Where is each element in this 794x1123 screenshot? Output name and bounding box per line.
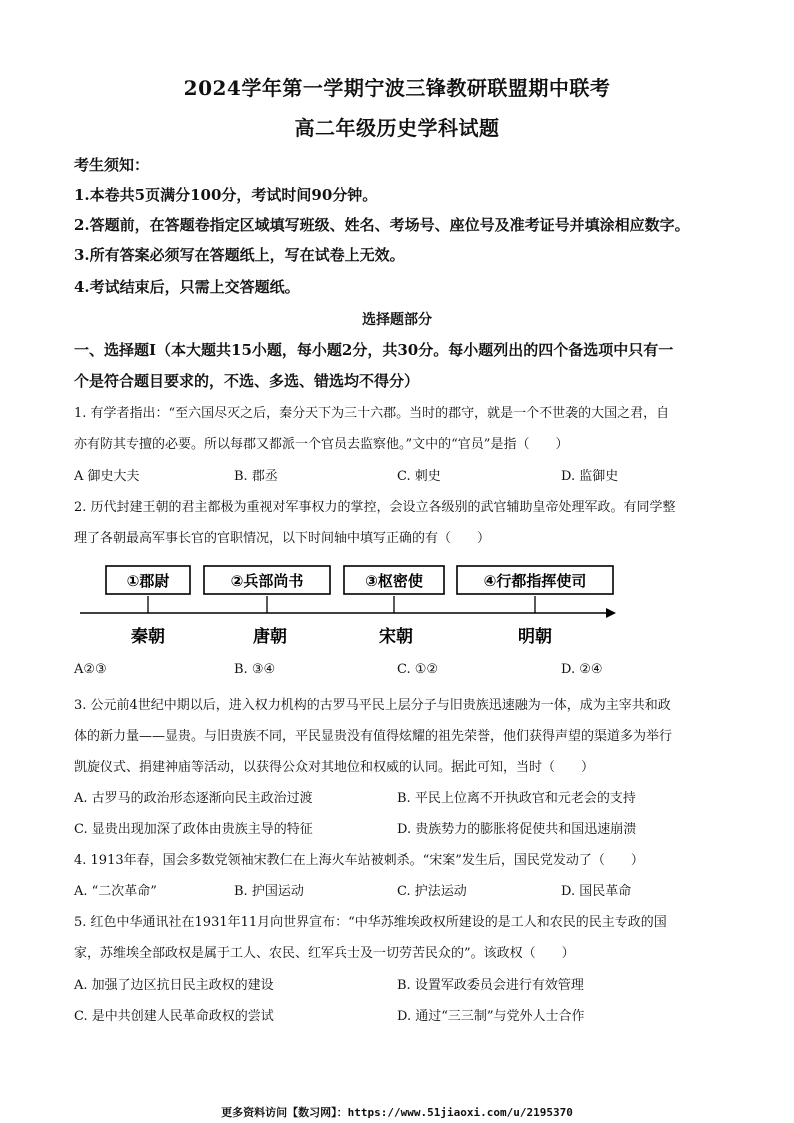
notice-heading: 考生须知： [74,156,150,174]
part-heading-line-2: 个是符合题目要求的，不选、多选、错选均不得分） [74,372,420,390]
question-2-option-d: D. ②④ [561,662,603,677]
question-4-option-d: D. 国民革命 [561,884,632,899]
question-4-option-a: A. “二次革命” [74,884,157,899]
question-4-option-b: B. 护国运动 [234,884,304,899]
notice-item-2: 2.答题前，在答题卷指定区域填写班级、姓名、考场号、座位号及准考证号并填涂相应数字。 [74,216,690,234]
question-5-option-d: D. 通过“三三制”与党外人士合作 [397,1009,585,1024]
question-2-option-b: B. ③④ [234,662,276,677]
question-2-option-a: A②③ [74,662,107,677]
question-2-option-c: C. ①② [397,662,439,677]
question-1-option-b: B. 郡丞 [234,469,278,484]
question-1-line-2: 亦有防其专擅的必要。所以每郡又都派一个官员去监察他。”文中的“官员”是指（ ） [74,437,569,452]
question-3-option-c: C. 显贵出现加深了政体由贵族主导的特征 [74,822,313,837]
question-1-option-d: D. 监御史 [561,469,619,484]
question-3-line-2: 体的新力量——显贵。与旧贵族不同，平民显贵没有值得炫耀的祖先荣誉，他们获得声望的渠道多为举行 [74,729,673,744]
timeline-box-4-label: ④行都指挥使司 [483,572,587,590]
timeline-box-2-label: ②兵部尚书 [230,572,304,590]
question-2-line-1: 2. 历代封建王朝的君主都极为重视对军事权力的掌控，会设立各级别的武官辅助皇帝处理军政。有同学整 [74,500,676,515]
timeline-box-4 [457,566,613,594]
question-5-option-b: B. 设置军政委员会进行有效管理 [397,978,584,993]
question-3-option-d: D. 贵族势力的膨胀将促使共和国迅速崩溃 [397,822,637,837]
question-1-option-a: A 御史大夫 [74,469,140,484]
question-4-line-1: 4. 1913年春，国会多数党领袖宋教仁在上海火车站被刺杀。“宋案”发生后，国民党发动了（ ） [74,853,644,868]
timeline-arrow-icon [606,608,616,618]
question-2-line-2: 理了各朝最高军事长官的官职情况，以下时间轴中填写正确的有（ ） [74,531,491,546]
timeline-dynasty-3: 宋朝 [379,627,413,647]
timeline-box-1 [106,566,190,594]
question-3-option-a: A. 古罗马的政治形态逐渐向民主政治过渡 [74,791,313,806]
question-5-line-1: 5. 红色中华通讯社在1931年11月向世界宣布：“中华苏维埃政权所建设的是工人和农民的民主专政的国 [74,915,667,930]
exam-subtitle: 高二年级历史学科试题 [294,116,500,140]
footer-link[interactable]: 更多资料访问【数习网】：https://www.51jiaoxi.com/u/2195370 [221,1106,573,1119]
notice-item-3: 3.所有答案必须写在答题纸上，写在试卷上无效。 [74,246,405,264]
timeline-box-3-label: ③枢密使 [365,572,423,590]
timeline-box-2 [204,566,330,594]
section-title: 选择题部分 [362,312,432,328]
question-4-option-c: C. 护法运动 [397,884,467,899]
exam-title: 2024学年第一学期宁波三锋教研联盟期中联考 [183,76,611,100]
timeline-dynasty-1: 秦朝 [131,627,165,647]
question-3-line-3: 凯旋仪式、捐建神庙等活动，以获得公众对其地位和权威的认同。据此可知，当时（ ） [74,760,595,775]
question-1-option-c: C. 刺史 [397,469,441,484]
question-3-option-b: B. 平民上位离不开执政官和元老会的支持 [397,791,636,806]
question-5-option-a: A. 加强了边区抗日民主政权的建设 [74,978,274,993]
notice-item-1: 1.本卷共5页满分100分，考试时间90分钟。 [74,186,378,204]
timeline-box-1-label: ①郡尉 [126,572,170,590]
timeline-dynasty-4: 明朝 [518,627,552,647]
question-1-line-1: 1. 有学者指出：“至六国尽灭之后，秦分天下为三十六郡。当时的郡守，就是一个不世袭的大国之君，自 [74,406,670,421]
question-5-line-2: 家，苏维埃全部政权是属于工人、农民、红军兵士及一切劳苦民众的”。该政权（ ） [74,946,575,961]
question-5-option-c: C. 是中共创建人民革命政权的尝试 [74,1009,274,1024]
timeline-diagram [74,556,624,656]
question-3-line-1: 3. 公元前4世纪中期以后，进入权力机构的古罗马平民上层分子与旧贵族迅速融为一体，成为主宰共和政 [74,698,671,713]
part-heading-line-1: 一、选择题Ⅰ（本大题共15小题，每小题2分，共30分。每小题列出的四个备选项中只有一 [74,341,674,359]
timeline-dynasty-2: 唐朝 [253,627,287,647]
timeline-box-3 [344,566,444,594]
notice-item-4: 4.考试结束后，只需上交答题纸。 [74,278,300,296]
